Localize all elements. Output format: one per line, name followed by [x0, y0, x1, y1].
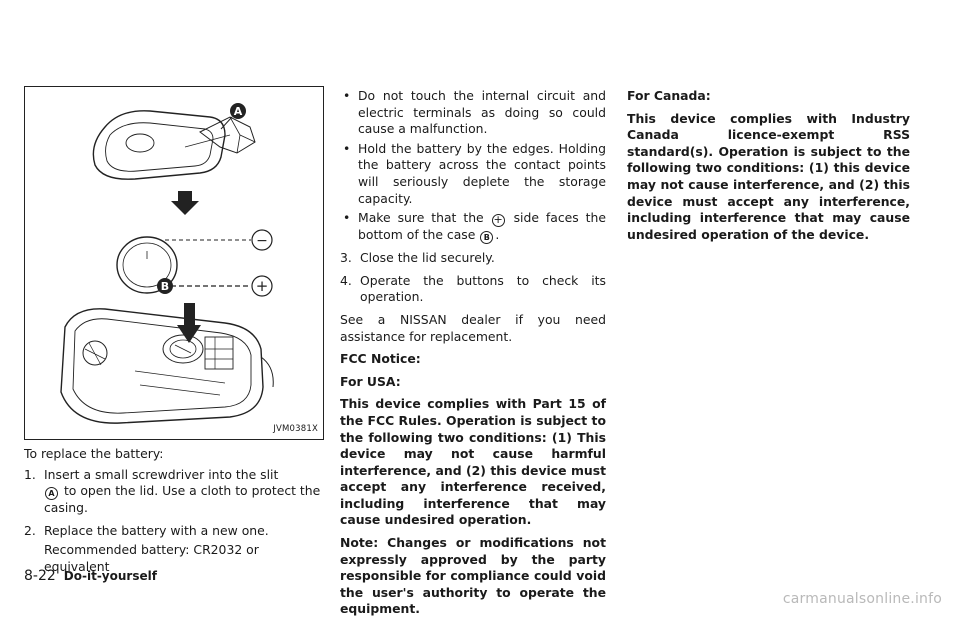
- for-usa-heading: For USA:: [340, 373, 401, 389]
- canada-compliance-text: This device complies with Industry Canada licence-exempt RSS standard(s). Operation is subject to the following two conditions: (1) this device may not cause interference, and (2) this device must accept any interference, including interference that may cause undesired operation of the device.: [627, 110, 910, 242]
- plus-symbol: +: [255, 277, 269, 295]
- callout-a-badge: A: [45, 487, 58, 500]
- step-number: 2.: [24, 522, 36, 538]
- step-3-text: Close the lid securely.: [360, 250, 495, 266]
- bullet-3-text-b: side faces the bottom of the case: [358, 210, 606, 243]
- modification-note: Note: Changes or modifications not expressly approved by the party responsible for compliance could void the user's authority to operate the equipment.: [340, 535, 606, 617]
- plus-side-badge: +: [493, 213, 503, 227]
- bullet-3-text-a: Make sure that the: [358, 210, 484, 226]
- plus-terminal-marker: [252, 276, 272, 296]
- battery-replacement-figure: [24, 86, 324, 440]
- column-1: [24, 446, 327, 582]
- callout-b-label: B: [160, 280, 170, 293]
- watermark: carmanualsonline.info: [782, 591, 942, 607]
- callout-a-marker: [221, 103, 246, 129]
- bullet-item: • Do not touch the internal circuit and electric terminals as doing so could cause a malfunction.: [340, 88, 606, 138]
- steps-list-1: [24, 467, 327, 576]
- fcc-notice-heading: FCC Notice:: [340, 351, 421, 367]
- step-3: [340, 250, 606, 267]
- bullet-item: • Hold the battery by the edges. Holding the battery across the contact points will seriously deplete the storage capacity.: [340, 141, 606, 207]
- insert-arrow-icon: [177, 303, 201, 343]
- steps-list-2: [340, 250, 606, 306]
- for-canada-heading: For Canada:: [627, 88, 711, 103]
- minus-terminal-marker: [252, 230, 272, 250]
- column-3: [627, 88, 910, 249]
- step-number: 3.: [340, 250, 352, 266]
- section-title: Do-it-yourself: [63, 569, 157, 583]
- page-number: 8-22: [24, 568, 56, 584]
- step-1: [24, 467, 327, 517]
- open-case-drawing: [61, 309, 273, 423]
- down-arrow-icon: [171, 191, 199, 215]
- step-1-text-a: Insert a small screwdriver into the slit: [44, 466, 279, 482]
- step-2-recommended: Recommended battery: CR2032 or equivalent: [44, 542, 259, 574]
- callout-b-badge: B: [480, 231, 493, 244]
- key-fob-top-drawing: [93, 111, 255, 179]
- step-4-text: Operate the buttons to check its operation.: [360, 272, 606, 305]
- intro-text: To replace the battery:: [24, 446, 164, 461]
- bullet-3-end: .: [495, 227, 500, 243]
- usa-compliance-text: This device complies with Part 15 of the FCC Rules. Operation is subject to the following two conditions: (1) This device may not cause harmful interference, and (2) this device must accept any interference received, including interference that may cause undesired operation.: [340, 396, 606, 528]
- figure-code: JVM0381X: [273, 424, 318, 434]
- callout-a-label: A: [233, 105, 243, 118]
- caution-bullets: [340, 88, 606, 244]
- dealer-text: See a NISSAN dealer if you need assistance for replacement.: [340, 311, 606, 344]
- key-fob-illustration: [25, 87, 325, 441]
- column-2: [340, 88, 606, 624]
- step-number: 1.: [24, 466, 36, 482]
- step-number: 4.: [340, 272, 352, 288]
- step-4: [340, 273, 606, 306]
- step-2-text: Replace the battery with a new one.: [44, 522, 269, 538]
- step-1-text-b: to open the lid. Use a cloth to protect the casing.: [44, 483, 321, 516]
- bullet-item: [340, 210, 606, 244]
- page-footer: [24, 567, 157, 585]
- minus-symbol: −: [256, 233, 268, 249]
- callout-b-marker: [157, 278, 173, 294]
